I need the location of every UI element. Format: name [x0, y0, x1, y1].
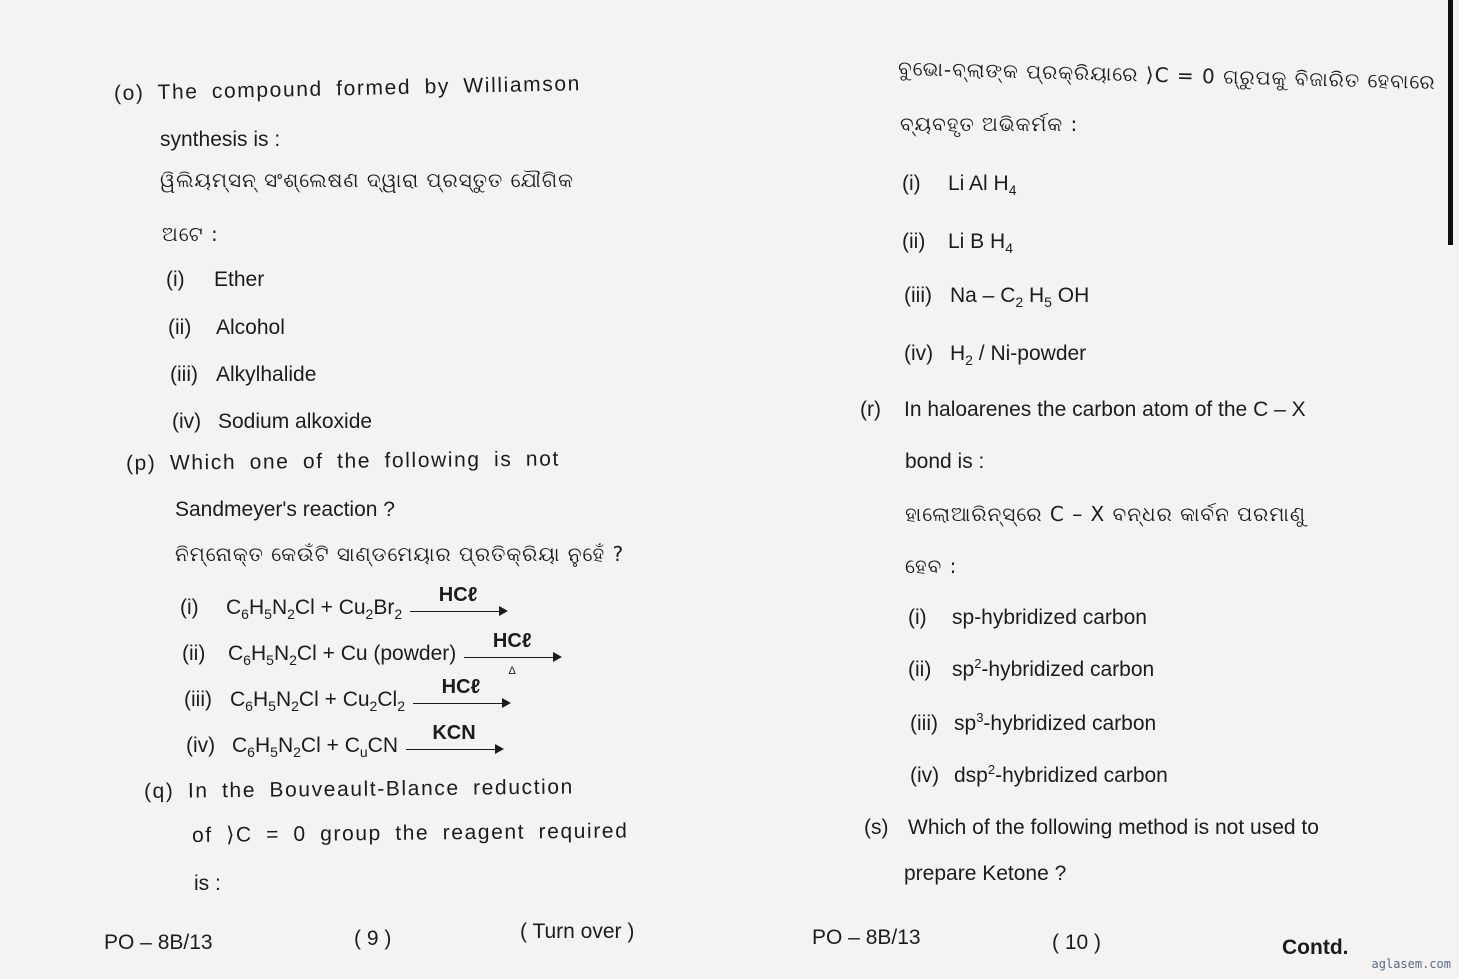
- reaction-arrow: HCℓ: [413, 697, 509, 704]
- watermark: aglasem.com: [1371, 957, 1451, 971]
- option-p-3: (iii) $C_6H_5N_2Cl + Cu_2Cl_2$ HCℓ: [184, 688, 509, 712]
- question-q-odia-line1: ବୁଭୋ-ବ୍ଲାଙ୍କ ପ୍ରକ୍ରିୟାରେ ⟩C = 0 ଗ୍ରୁପକୁ ବିଜାରିତ ହେବାରେ: [897, 56, 1436, 95]
- page-binding-edge: [1448, 0, 1453, 245]
- option-o-3: (iii) Alkylhalide: [170, 363, 317, 386]
- option-r-2: (ii) $sp^2$-hybridized carbon: [908, 656, 1155, 681]
- option-r-1: (i) sp-hybridized carbon: [908, 606, 1147, 629]
- option-r-3: (iii) $sp^3$-hybridized carbon: [910, 710, 1157, 735]
- option-o-4: (iv) Sodium alkoxide: [172, 410, 373, 433]
- question-p-line1: (p) Which one of the following is not: [125, 447, 560, 475]
- reaction-arrow: HCℓ Δ: [464, 651, 560, 658]
- option-q-4: (iv) $H_2$ / Ni-powder: [904, 342, 1087, 368]
- reaction-arrow: HCℓ: [410, 605, 506, 612]
- option-p-4: (iv) $C_6H_5N_2Cl + C_uCN$ KCN: [186, 734, 502, 758]
- reactant-formula: $C_6H_5N_2Cl$: [226, 596, 315, 622]
- option-o-2: (ii) Alcohol: [168, 316, 285, 339]
- question-r-line1: (r) In haloarenes the carbon atom of the C – X: [860, 398, 1306, 421]
- turn-over-note: ( Turn over ): [520, 920, 635, 943]
- question-q-line2: of ⟩C = 0 group the reagent required: [191, 819, 629, 847]
- option-o-1: (i) Ether: [166, 268, 265, 291]
- reactant-formula: $C_6H_5N_2Cl$: [230, 688, 319, 714]
- page-number: ( 9 ): [354, 927, 392, 950]
- page-number: ( 10 ): [1052, 931, 1102, 954]
- question-q-line3: is :: [194, 872, 221, 895]
- question-p-line2: Sandmeyer's reaction ?: [175, 498, 395, 521]
- question-q-line1: (q) In the Bouveault-Blance reduction: [143, 775, 575, 803]
- option-q-3: (iii) Na – $C_2$ $H_5$ OH: [904, 284, 1090, 310]
- question-o-odia-line2: ଅଟେ :: [162, 222, 219, 246]
- question-s-line1: (s) Which of the following method is not used to: [864, 816, 1319, 839]
- paper-code: PO – 8B/13: [104, 931, 213, 954]
- continued-note: Contd.: [1282, 936, 1349, 959]
- option-r-4: (iv) dsp$^2$-hybridized carbon: [910, 762, 1168, 787]
- question-o-odia-line1: ୱିଲିୟମ୍‌ସନ୍ ସଂଶ୍ଲେଷଣ ଦ୍ୱାରା ପ୍ରସ୍ତୁତ ଯୌଗିକ: [160, 168, 574, 192]
- option-q-1: (i) Li Al $H_4$: [902, 172, 1017, 198]
- reaction-arrow: KCN: [406, 743, 502, 750]
- question-r-odia-line1: ହାଲୋଆରିନ୍‌ସ୍‌ରେ C – X ବନ୍ଧର କାର୍ବନ ପରମାଣୁ: [905, 502, 1306, 526]
- question-q-odia-line2: ବ୍ୟବହୃତ ଅଭିକର୍ମକ :: [900, 112, 1079, 136]
- question-label: (o): [113, 81, 145, 105]
- reactant-formula: $C_6H_5N_2Cl$: [232, 734, 321, 760]
- paper-code: PO – 8B/13: [812, 926, 921, 949]
- option-q-2: (ii) Li B $H_4$: [902, 230, 1013, 256]
- question-o-line1: (o) The compound formed by Williamson: [113, 72, 582, 105]
- question-p-odia: ନିମ୍ନୋକ୍ତ କେଉଁଟି ସାଣ୍ଡମେୟାର ପ୍ରତିକ୍ରିୟା ନୁହେଁ ?: [175, 542, 625, 566]
- right-page: [730, 0, 1459, 979]
- question-r-odia-line2: ହେବ :: [905, 554, 958, 578]
- reactant-formula: $C_6H_5N_2Cl$: [228, 642, 317, 668]
- option-p-2: (ii) $C_6H_5N_2Cl + Cu$ (powder) HCℓ Δ: [182, 642, 560, 666]
- option-p-1: (i) $C_6H_5N_2Cl + Cu_2Br_2$ HCℓ: [180, 596, 506, 620]
- question-s-line2: prepare Ketone ?: [904, 862, 1067, 885]
- question-r-line2: bond is :: [905, 450, 985, 473]
- question-o-line2: synthesis is :: [160, 128, 281, 151]
